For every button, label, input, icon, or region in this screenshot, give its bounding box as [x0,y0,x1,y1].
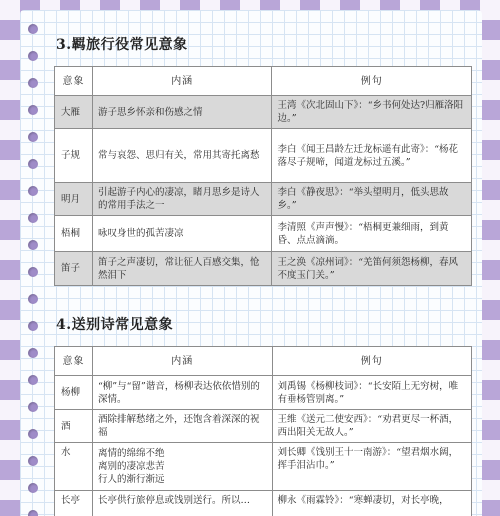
meaning-cell: 酒除排解愁绪之外，还饱含着深深的祝福 [92,410,272,443]
meaning-cell: “柳”与“留”谐音，杨柳表达依依惜别的深情。 [92,376,272,410]
table-row [55,129,472,183]
example-cell: 王湾《次北固山下》：“乡书何处达?归雁洛阳边。” [272,96,472,129]
binder-hole [28,186,38,196]
term-cell: 大雁 [55,96,93,129]
meaning-cell: 引起游子内心的凄凉，睹月思乡是诗人的常用手法之一 [92,183,272,216]
example-cell: 柳永《雨霖铃》：“寒蝉凄切，对长亭晚， [272,491,471,516]
binder-hole [28,267,38,277]
term-cell: 笛子 [55,252,93,286]
notebook-page [20,10,482,516]
header-term: 意象 [55,67,93,96]
meaning-cell: 游子思乡怀亲和伤感之情 [92,96,272,129]
table-row [55,252,472,286]
term-cell: 杨柳 [55,376,93,410]
example-cell: 刘长卿《饯别王十一南游》：“望君烟水阔，挥手泪沾巾。” [272,443,471,491]
term-cell: 子规 [55,129,93,183]
binder-hole [28,132,38,142]
binder-hole [28,24,38,34]
term-cell: 长亭 [55,491,93,516]
meaning-cell: 长亭供行旅停息或饯别送行。所以… [92,491,272,516]
binder-holes [28,24,40,516]
binder-hole [28,348,38,358]
table-row [55,96,472,129]
table-row [55,376,472,410]
binder-hole [28,105,38,115]
binder-hole [28,294,38,304]
binder-hole [28,456,38,466]
example-cell: 李白《闻王昌龄左迁龙标遥有此寄》：“杨花落尽子规啼，闻道龙标过五溪。” [272,129,472,183]
term-cell: 酒 [55,410,93,443]
imagery-table-travel [54,66,472,286]
table-row [55,410,472,443]
example-cell: 李清照《声声慢》：“梧桐更兼细雨，到黄昏、点点滴滴。 [272,216,472,252]
table-row [55,491,472,516]
example-cell: 王之涣《凉州词》：“羌笛何须怨杨柳，春风不度玉门关。” [272,252,472,286]
meaning-cell: 笛子之声凄切，常让征人百感交集，怆然泪下 [92,252,272,286]
meaning-cell: 咏叹身世的孤苦凄凉 [92,216,272,252]
binder-hole [28,510,38,516]
table-row [55,183,472,216]
binder-hole [28,51,38,61]
example-cell: 王维《送元二使安西》：“劝君更尽一杯酒，西出阳关无故人。” [272,410,471,443]
binder-hole [28,402,38,412]
meaning-cell: 离情的绵绵不绝 离别的凄凉悲苦 行人的渐行渐远 [92,443,272,491]
meaning-cell: 常与哀怨、思归有关，常用其寄托离愁 [92,129,272,183]
table-header-row [55,347,472,376]
table-row [55,216,472,252]
table-header-row [55,67,472,96]
header-example: 例句 [272,347,471,376]
binder-hole [28,375,38,385]
header-meaning: 内涵 [92,347,272,376]
header-example: 例句 [272,67,472,96]
binder-hole [28,213,38,223]
binder-hole [28,321,38,331]
term-cell: 梧桐 [55,216,93,252]
binder-hole [28,429,38,439]
binder-hole [28,483,38,493]
term-cell: 明月 [55,183,93,216]
section-title-travel: 3.羁旅行役常见意象 [56,37,188,53]
binder-hole [28,159,38,169]
table-row [55,443,472,491]
term-cell: 水 [55,443,93,491]
example-cell: 李白《静夜思》：“举头望明月，低头思故乡。” [272,183,472,216]
section-title-farewell: 4.送别诗常见意象 [56,317,174,333]
example-cell: 刘禹锡《杨柳枝词》：“长安陌上无穷树，唯有垂杨管别离。” [272,376,471,410]
binder-hole [28,240,38,250]
header-meaning: 内涵 [92,67,272,96]
imagery-table-farewell [54,346,472,516]
header-term: 意象 [55,347,93,376]
binder-hole [28,78,38,88]
